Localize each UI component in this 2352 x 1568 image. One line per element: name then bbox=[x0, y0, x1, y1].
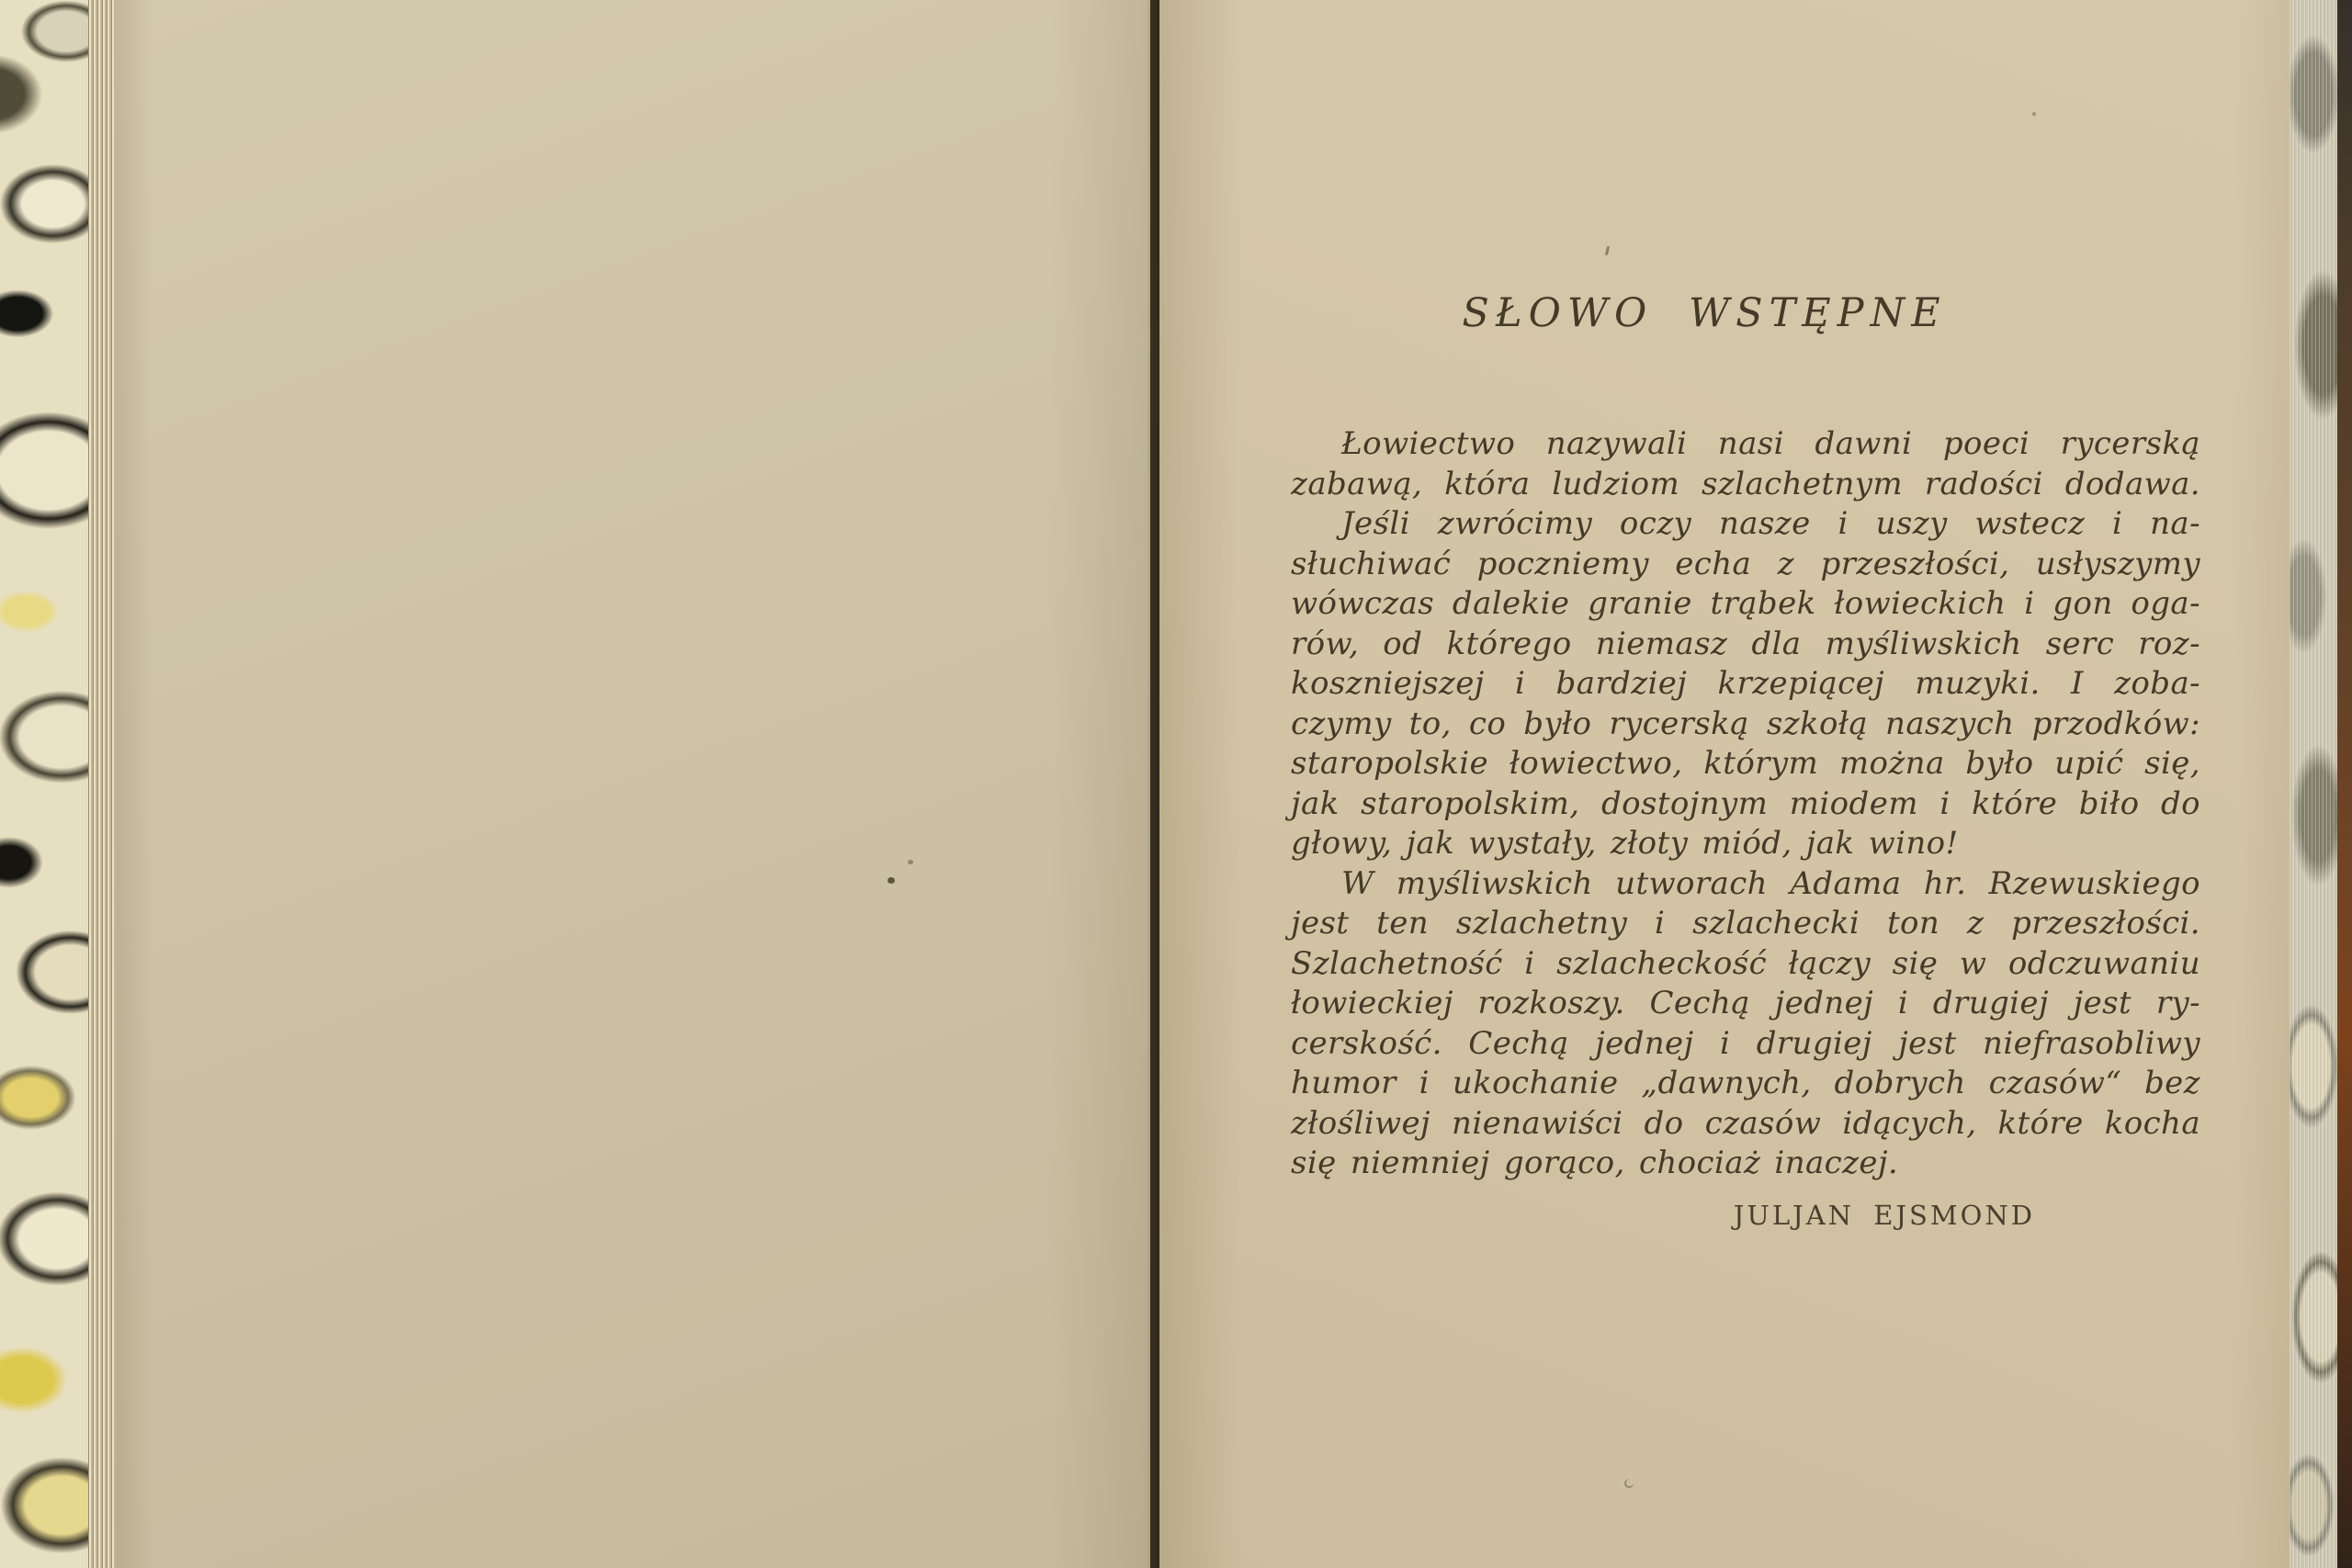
left-marbled-endpaper bbox=[0, 0, 88, 1568]
text-line: wówczas dalekie granie trąbek łowieckich i gon oga- bbox=[1291, 585, 2200, 622]
paper-speck bbox=[908, 860, 913, 864]
text-line: jak staropolskim, dostojnym miodem i które biło do bbox=[1291, 784, 2200, 822]
text-line: złośliwej nienawiści do czasów idących, które kocha bbox=[1291, 1104, 2200, 1142]
text-line: rów, od którego niemasz dla myśliwskich serc roz- bbox=[1291, 625, 2200, 662]
right-marbled-fore-edge bbox=[2290, 0, 2337, 1568]
text-line: głowy, jak wystały, złoty miód, jak wino! bbox=[1291, 825, 1959, 862]
paper-speck bbox=[1605, 246, 1610, 255]
foreword-text bbox=[1291, 424, 2200, 1184]
text-line: humor i ukochanie „dawnych, dobrych czasów“ bez bbox=[1291, 1065, 2200, 1101]
text-line: zabawą, która ludziom szlachetnym radości dodawa. bbox=[1291, 465, 2200, 502]
text-line: W myśliwskich utworach Adama hr. Rzewuskiego bbox=[1341, 864, 2200, 902]
book-cover-edge bbox=[2337, 0, 2352, 1568]
text-line: Jeśli zwrócimy oczy nasze i uszy wstecz i na- bbox=[1341, 505, 2200, 542]
text-line: czymy to, co było rycerską szkołą naszych przodków: bbox=[1291, 705, 2200, 742]
paper-speck bbox=[2032, 112, 2036, 116]
author-signature: JULJAN EJSMOND bbox=[1733, 1200, 2035, 1231]
text-line: Szlachetność i szlacheckość łączy się w odczuwaniu bbox=[1291, 944, 2200, 982]
left-blank-page bbox=[116, 0, 1150, 1568]
text-line: cerskość. Cechą jednej i drugiej jest niefrasobliwy bbox=[1291, 1024, 2200, 1062]
paper-speck bbox=[888, 877, 895, 884]
text-line: się niemniej gorąco, chociaż inaczej. bbox=[1291, 1145, 1899, 1181]
paper-speck bbox=[1624, 1479, 1634, 1488]
text-line: jest ten szlachetny i szlachecki ton z przeszłości. bbox=[1291, 905, 2200, 942]
left-page-edges bbox=[88, 0, 116, 1568]
text-line: Łowiectwo nazywali nasi dawni poeci rycerską bbox=[1341, 425, 2200, 462]
text-line: słuchiwać poczniemy echa z przeszłości, usłyszymy bbox=[1291, 545, 2200, 582]
text-line: staropolskie łowiectwo, którym można było upić się, bbox=[1291, 745, 2200, 782]
foreword-title: SŁOWO WSTĘPNE bbox=[1462, 290, 1947, 336]
text-line: łowieckiej rozkoszy. Cechą jednej i drugiej jest ry- bbox=[1291, 985, 2200, 1021]
text-line: koszniejszej i bardziej krzepiącej muzyki. I zoba- bbox=[1291, 665, 2200, 702]
right-page bbox=[1159, 0, 2290, 1568]
